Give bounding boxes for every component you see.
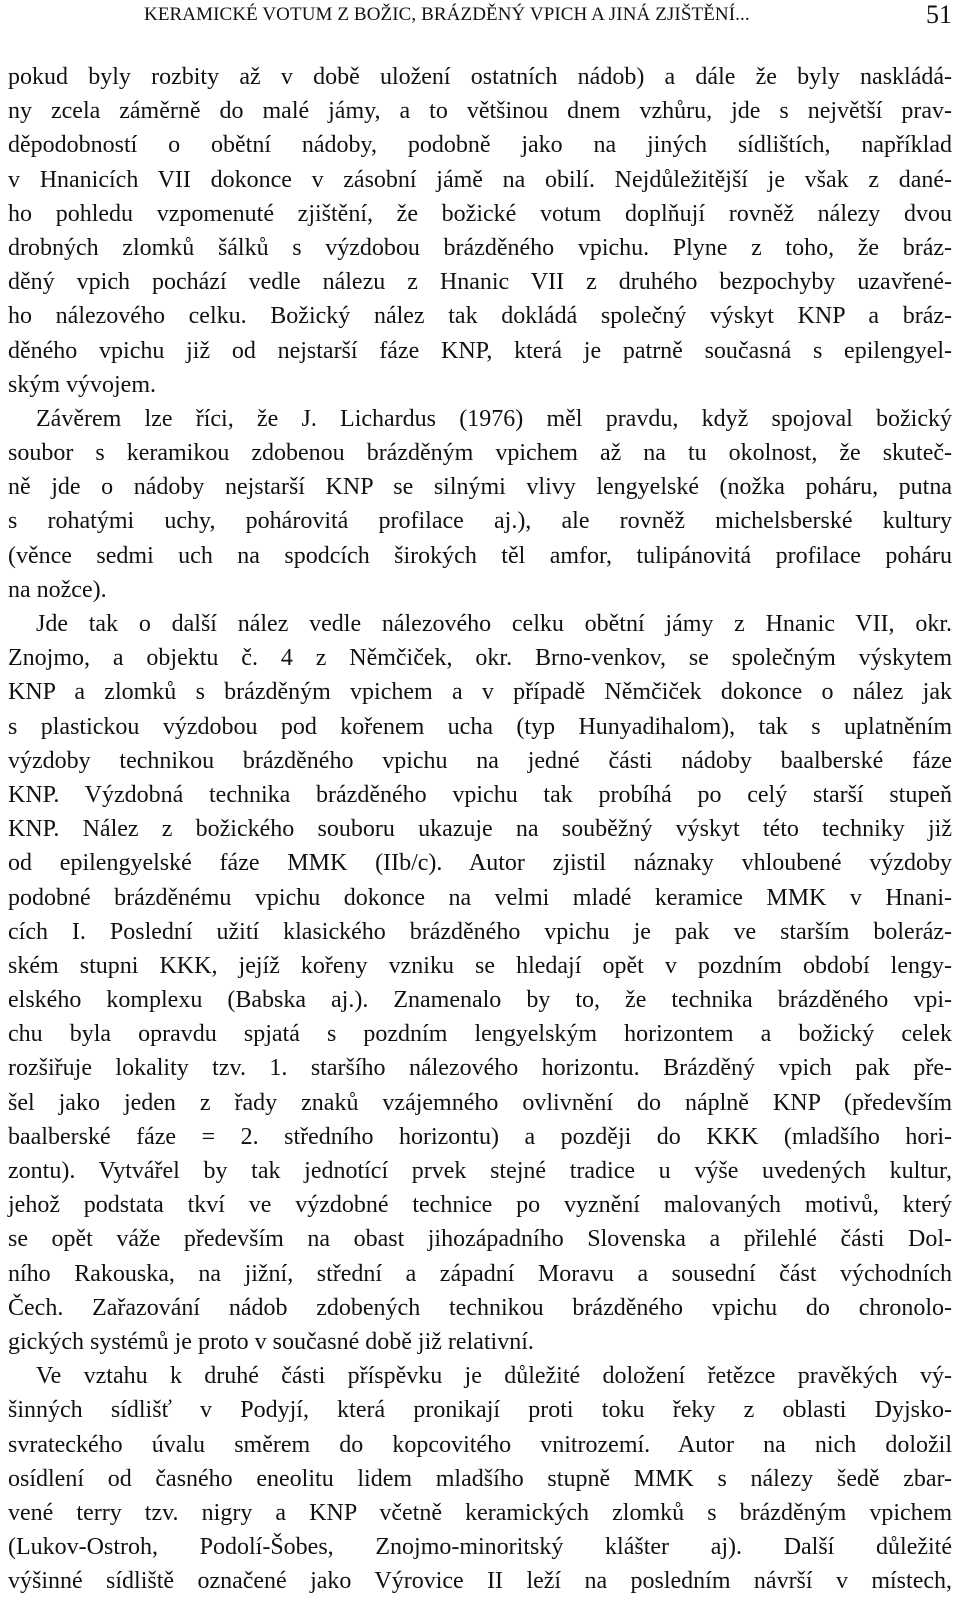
text-line: s plastickou výzdobou pod kořenem ucha (typ Hunyadihalom), tak s uplatněním xyxy=(8,713,952,740)
text-line: se opět váže především na obast jihozápadního Slovenska a přilehlé části Dol- xyxy=(8,1226,952,1253)
text-line: Závěrem lze říci, že J. Lichardus (1976) měl pravdu, když spojoval božický xyxy=(36,405,952,432)
text-line: výšinné sídliště označené jako Výrovice II leží na posledním návrší v místech, xyxy=(8,1568,952,1595)
text-line: šel jako jeden z řady znaků vzájemného ovlivnění do náplně KNP (především xyxy=(8,1089,952,1116)
text-line: děpodobností o obětní nádoby, podobně jako na jiných sídlištích, například xyxy=(8,132,952,159)
text-line: Čech. Zařazování nádob zdobených technikou brázděného vpichu do chronolo- xyxy=(8,1294,952,1321)
text-line: ským vývojem. xyxy=(8,371,156,398)
text-line: ho nálezového celku. Božický nález tak dokládá společný výskyt KNP a bráz- xyxy=(8,303,952,330)
text-line: jehož podstata tkví ve výzdobné technice po vyznění malovaných motivů, který xyxy=(8,1192,952,1219)
text-line: na nožce). xyxy=(8,576,107,603)
text-line: soubor s keramikou zdobenou brázděným vpichem až na tu okolnost, že skuteč- xyxy=(8,440,952,467)
text-line: pokud byly rozbity až v době uložení ostatních nádob) a dále že byly naskládá- xyxy=(8,64,952,90)
text-line: (věnce sedmi uch na spodcích širokých těl amfor, tulipánovitá profilace poháru xyxy=(8,542,952,569)
text-line: ho pohledu vzpomenuté zjištění, že božické votum doplňují rovněž nálezy dvou xyxy=(8,200,952,227)
text-line: KNP. Nález z božického souboru ukazuje na souběžný výskyt této techniky již xyxy=(8,816,952,843)
text-line: gických systémů je proto v současné době již relativní. xyxy=(8,1328,534,1355)
text-line: baalberské fáze = 2. středního horizontu) a později do KKK (mladšího hori- xyxy=(8,1123,952,1150)
text-line: ském stupni KKK, jejíž kořeny vzniku se hledají opět v pozdním období lengy- xyxy=(8,952,952,979)
page-number: 51 xyxy=(926,0,952,29)
text-line: děný vpich pochází vedle nálezu z Hnanic VII z druhého bezpochyby uzavřené- xyxy=(8,269,952,296)
text-line: (Lukov-Ostroh, Podolí-Šobes, Znojmo-minoritský klášter aj). Další důležité xyxy=(8,1534,952,1561)
text-line: svrateckého úvalu směrem do kopcovitého vnitrozemí. Autor na nich doložil xyxy=(8,1431,952,1458)
text-line: elského komplexu (Babska aj.). Znamenalo by to, že technika brázděného vpi- xyxy=(8,987,952,1014)
text-line: rozšiřuje lokality tzv. 1. staršího nálezového horizontu. Brázděný vpich pak pře- xyxy=(8,1055,952,1082)
text-line: zontu). Vytvářel by tak jednotící prvek stejné tradice u výše uvedených kultur, xyxy=(8,1158,952,1184)
text-line: šinných sídlišť v Podyjí, která pronikají proti toku řeky z oblasti Dyjsko- xyxy=(8,1397,952,1424)
text-line: KNP. Výzdobná technika brázděného vpichu tak probíhá po celý starší stupeň xyxy=(8,781,952,808)
text-line: ně jde o nádoby nejstarší KNP se silnými vlivy lengyelské (nožka poháru, putna xyxy=(8,474,952,501)
text-line: ny zcela záměrně do malé jámy, a to většinou dnem vzhůru, jde s největší prav- xyxy=(8,98,952,125)
text-line: KNP a zlomků s brázděným vpichem a v případě Němčiček dokonce o nález jak xyxy=(8,679,952,706)
text-line: chu byla opravdu spjatá s pozdním lengyelským horizontem a božický celek xyxy=(8,1021,952,1048)
text-line: s rohatými uchy, pohárovitá profilace aj.), ale rovněž michelsberské kultury xyxy=(8,508,952,535)
text-line: cích I. Poslední užití klasického brázděného vpichu je pak ve starším boleráz- xyxy=(8,918,952,945)
text-line: výzdoby technikou brázděného vpichu na jedné části nádoby baalberské fáze xyxy=(8,747,952,774)
text-line: osídlení od časného eneolitu lidem mladšího stupně MMK s nálezy šedě zbar- xyxy=(8,1465,952,1492)
text-line: drobných zlomků šálků s výzdobou brázděného vpichu. Plyne z toho, že bráz- xyxy=(8,234,952,261)
text-line: Znojmo, a objektu č. 4 z Němčiček, okr. Brno-venkov, se společným výskytem xyxy=(8,645,952,672)
text-line: od epilengyelské fáze MMK (IIb/c). Autor zjistil náznaky vhloubené výzdoby xyxy=(8,850,952,877)
running-head: KERAMICKÉ VOTUM Z BOŽIC, BRÁZDĚNÝ VPICH A JINÁ ZJIŠTĚNÍ... xyxy=(144,4,750,25)
text-line: v Hnanicích VII dokonce v zásobní jámě na obilí. Nejdůležitější je však z dané- xyxy=(8,166,952,193)
text-line: děného vpichu již od nejstarší fáze KNP, která je patrně současná s epilengyel- xyxy=(8,337,952,364)
text-line: Ve vztahu k druhé části příspěvku je důležité doložení řetězce pravěkých vý- xyxy=(36,1363,952,1390)
text-line: ního Rakouska, na jižní, střední a západní Moravu a sousední část východních xyxy=(8,1260,952,1287)
text-line: podobné brázděnému vpichu dokonce na velmi mladé keramice MMK v Hnani- xyxy=(8,884,952,911)
body-text xyxy=(8,60,952,1598)
text-line: Jde tak o další nález vedle nálezového celku obětní jámy z Hnanic VII, okr. xyxy=(36,611,952,637)
text-line: vené terry tzv. nigry a KNP včetně keramických zlomků s brázděným vpichem xyxy=(8,1499,952,1526)
